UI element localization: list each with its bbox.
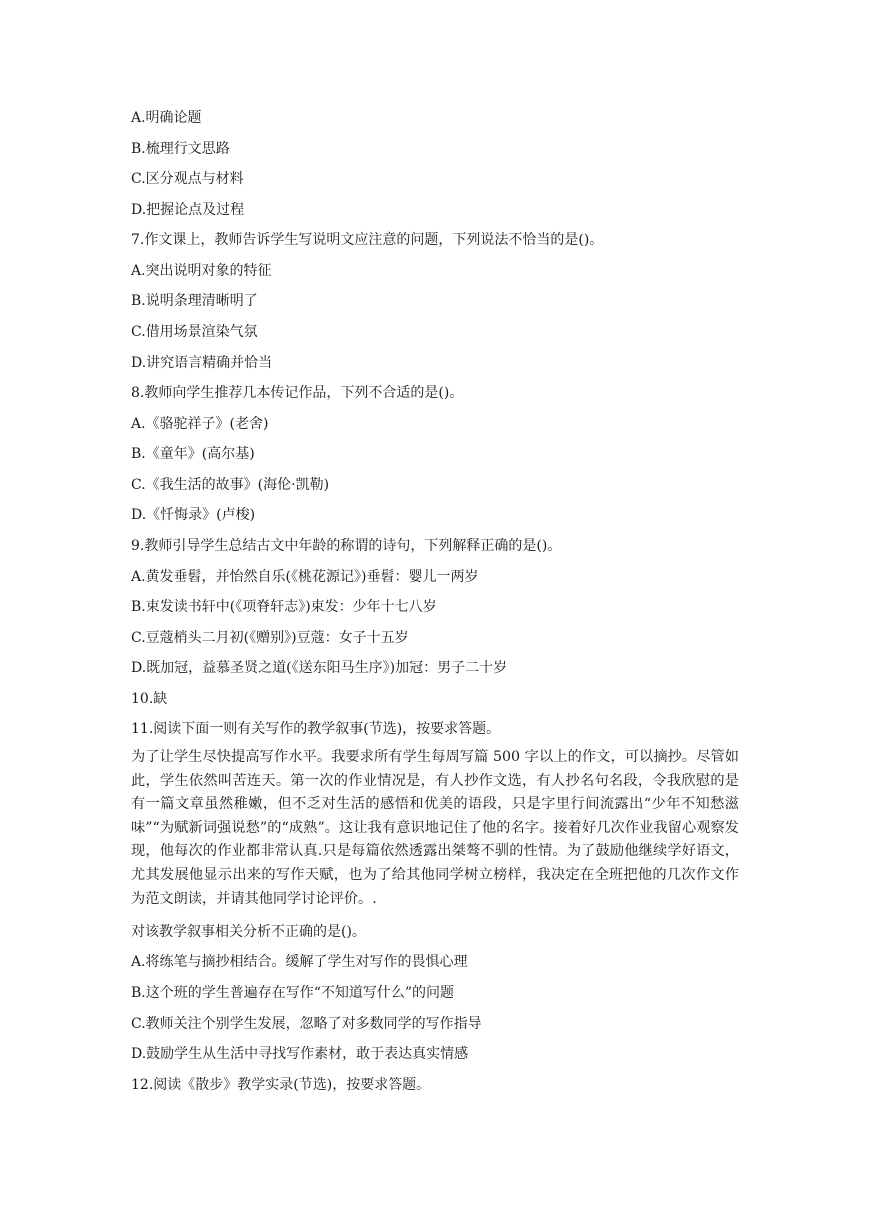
option-a: A.《骆驼祥子》(老舍): [131, 416, 269, 432]
option-b: B.束发读书轩中(《项脊轩志》)束发：少年十七八岁: [131, 599, 437, 615]
option-c: C.借用场景渲染气氛: [131, 324, 258, 340]
option-d: D.既加冠，益慕圣贤之道(《送东阳马生序》)加冠：男子二十岁: [131, 660, 508, 676]
question-11-prompt: 对该教学叙事相关分析不正确的是()。: [131, 924, 366, 940]
question-9: 9.教师引导学生总结古文中年龄的称谓的诗句，下列解释正确的是()。: [131, 538, 562, 554]
option-b: B.说明条理清晰明了: [131, 293, 258, 309]
option-d: D.讲究语言精确并恰当: [131, 355, 273, 371]
option-d: D.《忏悔录》(卢梭): [131, 507, 256, 523]
option-d: D.把握论点及过程: [131, 202, 245, 218]
teaching-narrative-passage: 为了让学生尽快提高写作水平。我要求所有学生每周写篇 500 字以上的作文，可以摘抄。尽管如此，学生依然叫苦连天。第一次的作业情况是，有人抄作文选，有人抄名句名段，令我欣慰的是有一篇文章虽然稚嫩，但不乏对生活的感悟和优美的语段，只是字里行间流露出“少年不知愁滋味”“为赋新词强说愁”的“成熟”。这让我有意识地记住了他的名字。接着好几次作业我留心观察发现，他每次的作业都非常认真.只是每篇依然透露出桀骜不驯的性情。为了鼓励他继续学好语文，尤其发展他显示出来的写作天赋，也为了给其他同学树立榜样，我决定在全班把他的几次作文作为范文朗读，并请其他同学讨论评价。.: [131, 749, 739, 907]
option-c: C.豆蔻梢头二月初(《赠别》)豆蔻：女子十五岁: [131, 630, 409, 646]
option-a: A.明确论题: [131, 110, 202, 126]
option-b: B.《童年》(高尔基): [131, 446, 255, 462]
question-12: 12.阅读《散步》教学实录(节选)，按要求答题。: [131, 1077, 431, 1093]
question-7: 7.作文课上，教师告诉学生写说明文应注意的问题，下列说法不恰当的是()。: [131, 232, 604, 248]
option-a: A.突出说明对象的特征: [131, 263, 272, 279]
option-c: C.区分观点与材料: [131, 171, 244, 187]
option-a: A.将练笔与摘抄相结合。缓解了学生对写作的畏惧心理: [131, 954, 468, 970]
question-10: 10.缺: [131, 691, 168, 707]
option-d: D.鼓励学生从生活中寻找写作素材，敢于表达真实情感: [131, 1046, 469, 1062]
option-a: A.黄发垂髫，并怡然自乐(《桃花源记》)垂髫：婴儿一两岁: [131, 569, 479, 585]
option-c: C.教师关注个别学生发展，忽略了对多数同学的写作指导: [131, 1016, 482, 1032]
option-c: C.《我生活的故事》(海伦·凯勒): [131, 477, 330, 493]
option-b: B.这个班的学生普遍存在写作“不知道写什么”的问题: [131, 985, 455, 1001]
question-8: 8.教师向学生推荐几本传记作品，下列不合适的是()。: [131, 385, 464, 401]
question-11: 11.阅读下面一则有关写作的教学叙事(节选)，按要求答题。: [131, 721, 501, 737]
option-b: B.梳理行文思路: [131, 141, 230, 157]
